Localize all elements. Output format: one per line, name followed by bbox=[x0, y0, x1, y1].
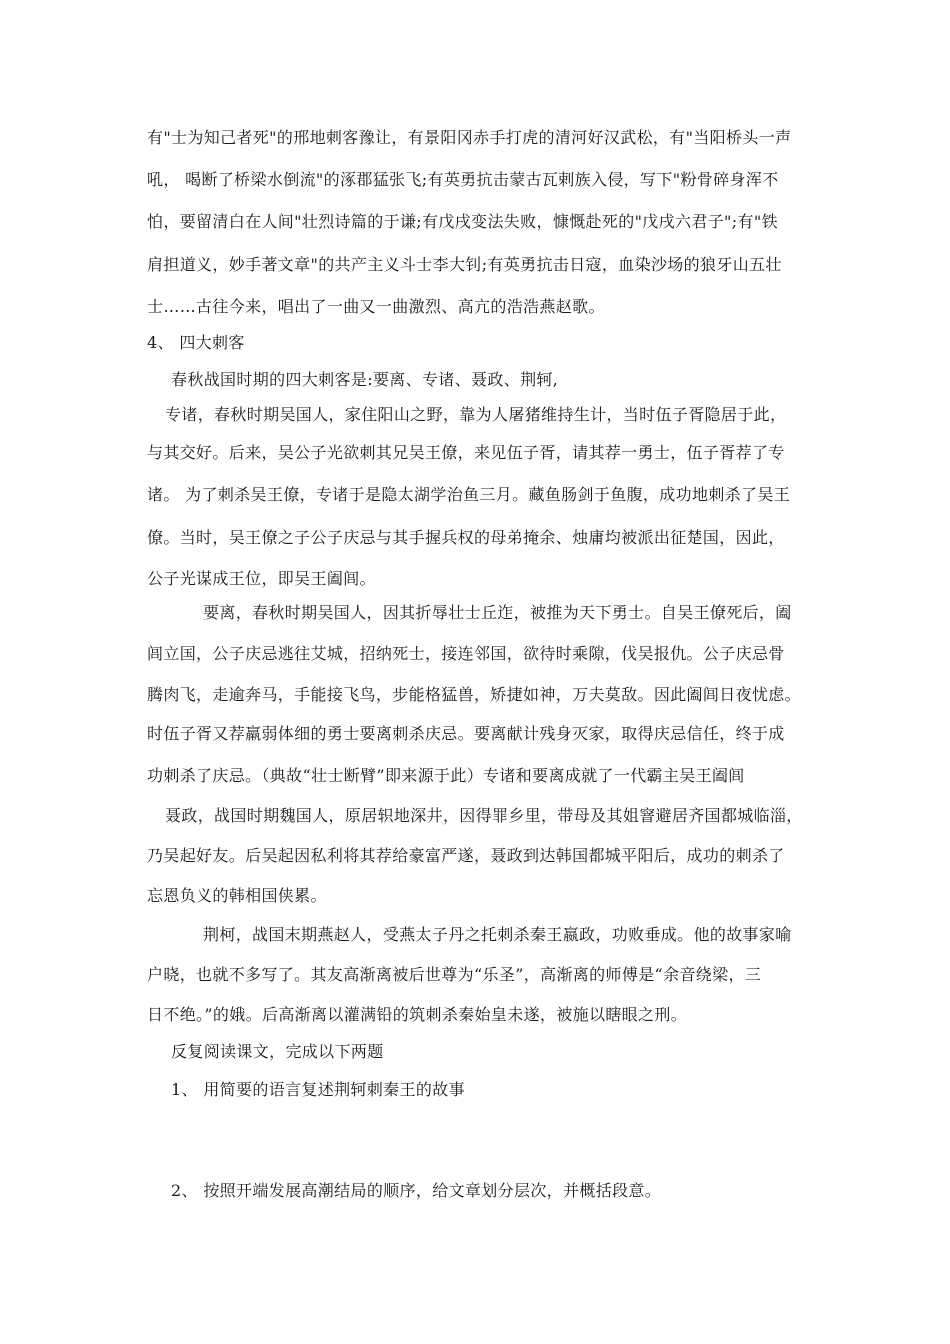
text-line: 怕，要留清白在人间"壮烈诗篇的于谦;有戊戌变法失败，慷慨赴死的"戊戌六君子";有"铁 bbox=[147, 212, 778, 231]
text-line: 户晓，也就不多写了。其友高渐离被后世尊为“乐圣”，高渐离的师傅是“余音绕梁，三 bbox=[147, 965, 762, 984]
text-line: 要离，春秋时期吴国人，因其折辱壮士丘迮，被推为天下勇士。自吴王僚死后，阖 bbox=[203, 603, 792, 622]
text-line: 吼， 喝断了桥梁水倒流"的涿郡猛张飞;有英勇抗击蒙古瓦剌族入侵，写下"粉骨碎身浑不 bbox=[147, 170, 779, 189]
text-line: 僚。当时，吴王僚之子公子庆忌与其手握兵权的母弟掩余、烛庸均被派出征楚国，因此， bbox=[147, 528, 785, 547]
section-heading: 4、 四大刺客 bbox=[147, 333, 245, 352]
text-line: 聂政，战国时期魏国人，原居轵地深井，因得罪乡里，带母及其姐窨避居齐国都城临淄， bbox=[165, 806, 803, 825]
text-line: 腾肉飞，走逾奔马，手能接飞鸟，步能格猛兽，矫捷如神，万夫莫敌。因此阖闾日夜忧虑。 bbox=[147, 685, 802, 704]
exercise-intro: 反复阅读课文，完成以下两题 bbox=[171, 1042, 384, 1061]
text-line: 日不绝。”的娥。后高渐离以灌满铅的筑刺杀秦始皇未遂，被施以瞎眼之刑。 bbox=[147, 1005, 688, 1024]
text-line: 功刺杀了庆忌。（典故“壮士断臂”即来源于此）专诸和要离成就了一代霸主吴王阖闾 bbox=[147, 766, 745, 785]
text-line: 士……古往今来，唱出了一曲又一曲激烈、高亢的浩浩燕赵歌。 bbox=[147, 297, 605, 316]
text-line: 有"士为知己者死"的邢地刺客豫让，有景阳冈赤手打虎的清河好汉武松，有"当阳桥头一声 bbox=[147, 128, 792, 147]
text-line: 公子光谋成王位，即吴王阖闾。 bbox=[147, 569, 376, 588]
text-line: 与其交好。后来，吴公子光欲刺其兄吴王僚，来见伍子胥，请其荐一勇士，伍子胥荐了专 bbox=[147, 443, 785, 462]
text-line: 荆柯，战国末期燕赵人，受燕太子丹之托刺杀秦王嬴政，功败垂成。他的故事家喻 bbox=[203, 925, 792, 944]
exercise-question-2: 2、 按照开端发展高潮结局的顺序，给文章划分层次，并概括段意。 bbox=[171, 1181, 662, 1200]
text-line: 春秋战国时期的四大刺客是:要离、专诸、聂政、荆轲, bbox=[171, 370, 559, 389]
text-line: 闾立国，公子庆忌逃往艾城，招纳死士，接连邻国，欲待时乘隙，伐吴报仇。公子庆忌骨 bbox=[147, 644, 785, 663]
text-line: 诸。 为了刺杀吴王僚，专诸于是隐太湖学治鱼三月。藏鱼肠剑于鱼腹，成功地刺杀了吴王 bbox=[147, 485, 791, 504]
text-line: 肩担道义，妙手著文章"的共产主义斗士李大钊;有英勇抗击日寇，血染沙场的狼牙山五壮 bbox=[147, 255, 782, 274]
text-line: 乃吴起好友。后吴起因私利将其荐给豪富严遂，聂政到达韩国都城平阳后，成功的刺杀了 bbox=[147, 846, 785, 865]
text-line: 时伍子胥又荐羸弱体细的勇士要离刺杀庆忌。要离献计残身灭家，取得庆忌信任，终于成 bbox=[147, 724, 785, 743]
text-line: 专诸，春秋时期吴国人，家住阳山之野，靠为人屠猪维持生计，当时伍子胥隐居于此， bbox=[165, 405, 787, 424]
text-line: 忘恩负义的韩相国侠累。 bbox=[147, 886, 327, 905]
exercise-question-1: 1、 用简要的语言复述荆轲刺秦王的故事 bbox=[171, 1080, 465, 1099]
